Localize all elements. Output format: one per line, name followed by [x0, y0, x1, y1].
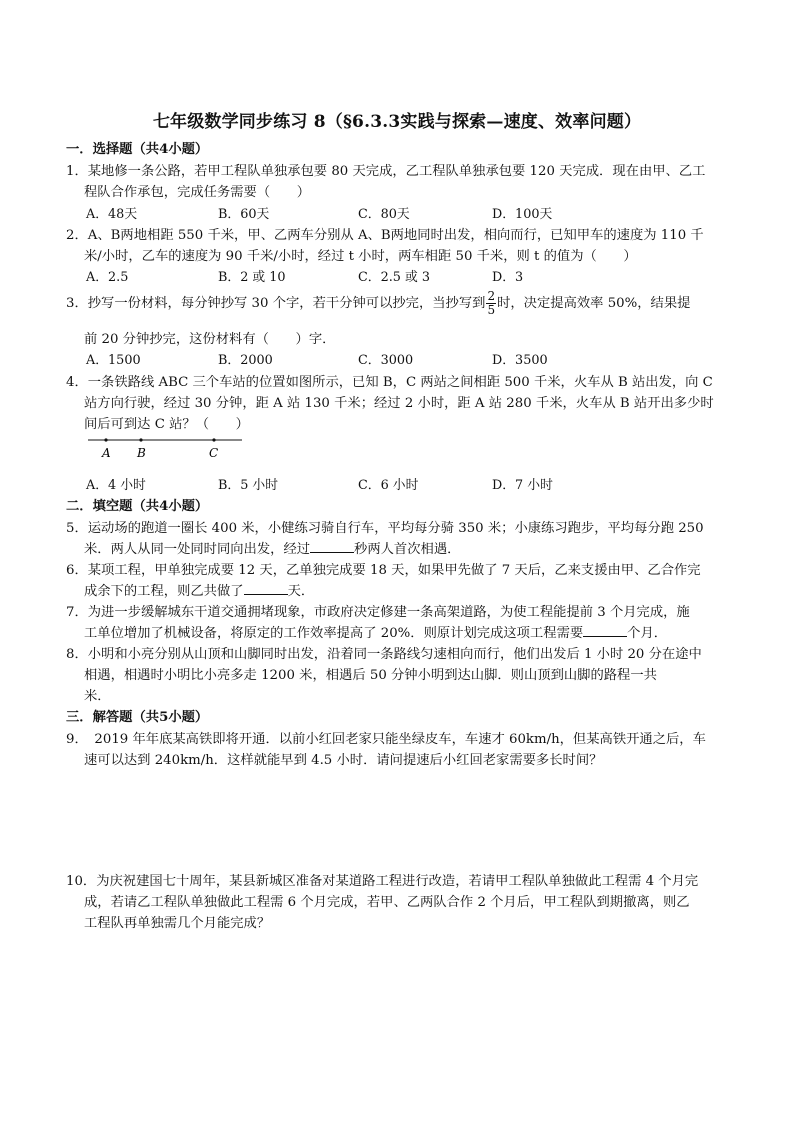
- question-10-line-2: 成，若请乙工程队单独做此工程需 6 个月完成，若甲、乙两队合作 2 个月后，甲工程队到期撤离，则乙: [84, 895, 690, 910]
- question-6-text-a: 成余下的工程，则乙共做了: [84, 584, 244, 599]
- question-4-option-d: D．7 小时: [492, 478, 553, 493]
- question-10-line-3: 工程队再单独需几个月能完成？: [84, 916, 271, 931]
- question-10-line-1: 10．为庆祝建国七十周年，某县新城区准备对某道路工程进行改造，若请甲工程队单独做此工程需 4 个月完: [66, 874, 699, 889]
- question-4-option-a: A．4 小时: [86, 478, 146, 493]
- answer-blank[interactable]: [583, 623, 627, 637]
- question-3-option-d: D．3500: [492, 353, 548, 368]
- question-1-line-1: 1．某地修一条公路，若甲工程队单独承包要 80 天完成，乙工程队单独承包要 120 天完成．现在由甲、乙工: [66, 164, 706, 179]
- question-5-text-a: 米．两人从同一处同时同向出发，经过: [84, 542, 311, 557]
- question-3-option-b: B．2000: [218, 353, 273, 368]
- question-7-text-a: 工单位增加了机械设备，将原定的工作效率提高了 20%．则原计划完成这项工程需要: [84, 626, 584, 641]
- question-5-text-b: 秒两人首次相遇．: [354, 542, 461, 557]
- question-3-text-a: 3．抄写一份材料，每分钟抄写 30 个字，若干分钟可以抄完，当抄写到: [66, 296, 486, 311]
- question-7-line-2: [84, 622, 667, 641]
- station-b-point: [139, 438, 142, 441]
- station-a-label: A: [102, 446, 111, 460]
- question-1-option-d: D．100天: [492, 207, 553, 222]
- fraction-numerator: 2: [487, 289, 496, 303]
- question-3-option-c: C．3000: [358, 353, 414, 368]
- question-2-option-a: A．2.5: [86, 270, 129, 285]
- question-1-option-a: A．48天: [86, 207, 138, 222]
- question-9-line-2: 速可以达到 240km/h．这样就能早到 4.5 小时．请问提速后小红回老家需要多长时间？: [84, 753, 603, 768]
- section-heading-fill: 二．填空题（共4小题）: [66, 499, 209, 514]
- question-2-line-1: 2．A、B两地相距 550 千米，甲、乙两车分别从 A、B两地同时出发，相向而行，已知甲车的速度为 110 千: [66, 228, 704, 243]
- station-b-label: B: [137, 446, 146, 460]
- question-6-text-b: 天．: [287, 584, 315, 599]
- answer-blank[interactable]: [310, 539, 354, 553]
- question-2-option-c: C．2.5 或 3: [358, 270, 431, 285]
- question-8-line-1: 8．小明和小亮分别从山顶和山脚同时出发，沿着同一条路线匀速相向而行，他们出发后 1 小时 20 分在途中: [66, 647, 702, 662]
- question-1-line-2: 程队合作承包，完成任务需要（ ）: [84, 185, 311, 200]
- station-a-point: [104, 438, 107, 441]
- page-title: 七年级数学同步练习 8（§6.3.3实践与探索—速度、效率问题）: [152, 112, 642, 132]
- question-7-line-1: 7．为进一步缓解城东干道交通拥堵现象，市政府决定修建一条高架道路，为使工程能提前 3 个月完成，施: [66, 605, 690, 620]
- question-1-option-c: C．80天: [358, 207, 410, 222]
- answer-blank[interactable]: [244, 581, 288, 595]
- question-7-text-b: 个月．: [627, 626, 668, 641]
- question-5-line-2: [84, 538, 460, 557]
- question-4-option-c: C．6 小时: [358, 478, 419, 493]
- question-4-line-2: 站方向行驶，经过 30 分钟，距 A 站 130 千米；经过 2 小时，距 A 站 280 千米，火车从 B 站开出多少时: [84, 396, 714, 411]
- question-3-option-a: A．1500: [86, 353, 141, 368]
- question-4-option-b: B．5 小时: [218, 478, 279, 493]
- question-2-option-d: D．3: [492, 270, 524, 285]
- question-8-line-2: 相遇，相遇时小明比小亮多走 1200 米，相遇后 50 分钟小明到达山脚．则山顶到山脚的路程一共: [84, 668, 657, 683]
- station-c-label: C: [209, 446, 219, 460]
- question-4-line-1: 4．一条铁路线 ABC 三个车站的位置如图所示，已知 B，C 两站之间相距 500 千米，火车从 B 站出发，向 C: [66, 375, 713, 390]
- question-9-line-1: 9． 2019 年年底某高铁即将开通．以前小红回老家只能坐绿皮车，车速才 60km/h，但某高铁开通之后，车: [66, 732, 706, 747]
- question-5-line-1: 5．运动场的跑道一圈长 400 米，小健练习骑自行车，平均每分骑 350 米；小康练习跑步，平均每分跑 250: [66, 521, 704, 536]
- fraction-denominator: 5: [487, 303, 496, 317]
- section-heading-choice: 一．选择题（共4小题）: [66, 142, 209, 157]
- question-4-line-3: 间后可到达 C 站？（ ）: [84, 417, 249, 432]
- question-6-line-1: 6．某项工程，甲单独完成要 12 天，乙单独完成要 18 天，如果甲先做了 7 天后，乙来支援由甲、乙合作完: [66, 563, 701, 578]
- railway-diagram: [86, 431, 256, 465]
- question-3-line-1: [66, 290, 690, 317]
- question-2-line-2: 米/小时，乙车的速度为 90 千米/小时，经过 t 小时，两车相距 50 千米，则 t 的值为（ ）: [84, 249, 637, 264]
- question-8-line-3: 米．: [84, 689, 111, 704]
- question-3-text-b: 时，决定提高效率 50%，结果提: [497, 296, 691, 311]
- question-1-option-b: B．60天: [218, 207, 270, 222]
- fraction-two-fifths: [486, 290, 496, 317]
- question-2-option-b: B．2 或 10: [218, 270, 286, 285]
- station-c-point: [212, 438, 215, 441]
- section-heading-solve: 三．解答题（共5小题）: [66, 710, 209, 725]
- question-3-line-2: 前 20 分钟抄完，这份材料有（ ）字．: [84, 332, 336, 347]
- question-6-line-2: [84, 580, 314, 599]
